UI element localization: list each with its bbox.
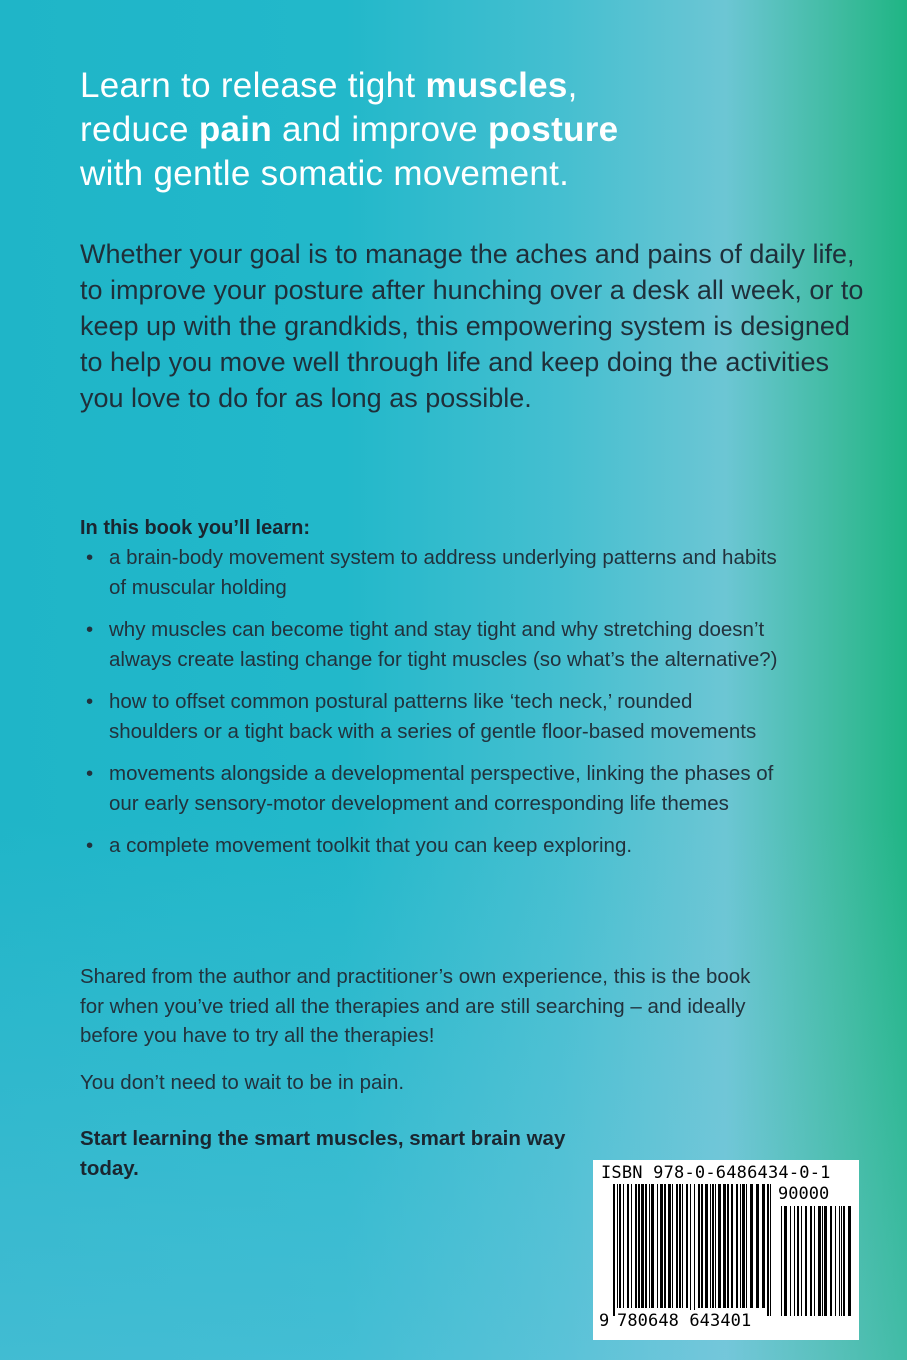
barcode-bar	[613, 1184, 615, 1316]
barcode-addon-bar	[790, 1206, 791, 1316]
list-item	[80, 759, 780, 818]
list-item	[80, 543, 780, 602]
learn-list	[80, 543, 780, 874]
list-item	[80, 687, 780, 746]
barcode-bar	[742, 1184, 745, 1308]
barcode-bar	[723, 1184, 726, 1308]
barcode-addon-bar	[830, 1206, 832, 1316]
barcode-addon-bar	[805, 1206, 807, 1316]
barcode-bar	[660, 1184, 663, 1308]
barcode-bar	[694, 1184, 695, 1316]
barcode-bar	[731, 1184, 733, 1308]
isbn-barcode	[593, 1160, 859, 1340]
barcode-bar	[645, 1184, 647, 1308]
barcode-bar	[698, 1184, 700, 1308]
barcode-addon-bar	[801, 1206, 802, 1316]
isbn-label: ISBN 978-0-6486434-0-1	[601, 1163, 831, 1183]
bullet-icon: •	[86, 834, 94, 857]
headline-text: reduce	[80, 110, 199, 149]
barcode-bar	[619, 1184, 621, 1308]
barcode-bar	[676, 1184, 678, 1308]
barcode-addon-bar	[822, 1206, 823, 1316]
bullet-icon: •	[86, 546, 94, 569]
bullet-icon: •	[86, 618, 94, 641]
ean-prefix: 9	[599, 1311, 610, 1331]
barcode-addon-bar	[797, 1206, 799, 1316]
headline-text: with gentle somatic movement.	[80, 154, 570, 193]
bullet-icon: •	[86, 690, 94, 713]
barcode-addon-bar	[818, 1206, 821, 1316]
barcode-bar	[701, 1184, 703, 1308]
barcode-bar	[740, 1184, 741, 1308]
barcode-bar	[767, 1184, 769, 1316]
no-wait-paragraph: You don’t need to wait to be in pain.	[80, 1071, 405, 1094]
barcode-addon: 90000	[778, 1184, 854, 1204]
barcode-bar	[710, 1184, 711, 1308]
barcode-bar	[638, 1184, 640, 1308]
barcode-bar	[727, 1184, 729, 1308]
barcode-bar	[679, 1184, 681, 1308]
learn-heading: In this book you’ll learn:	[80, 517, 311, 539]
barcode-bar	[736, 1184, 738, 1308]
list-item-text: why muscles can become tight and stay tight and why stretching doesn’t always create lasting change for tight muscles (so what’s the alternative?)	[109, 618, 778, 671]
barcode-bar	[690, 1184, 691, 1316]
barcode-addon-bar	[839, 1206, 840, 1316]
headline-text: Learn to release tight	[80, 66, 426, 105]
barcode-bar	[635, 1184, 637, 1308]
barcode-addon-bar	[848, 1206, 851, 1316]
list-item	[80, 615, 780, 674]
barcode-bars	[613, 1184, 853, 1318]
barcode-bar	[672, 1184, 673, 1308]
barcode-addon-bar	[784, 1206, 787, 1316]
list-item	[80, 831, 780, 861]
barcode-bar	[627, 1184, 629, 1308]
bullet-icon: •	[86, 762, 94, 785]
headline-emphasis: pain	[198, 110, 272, 149]
barcode-bar	[770, 1184, 771, 1316]
barcode-bar	[750, 1184, 753, 1308]
barcode-addon-bar	[835, 1206, 836, 1316]
list-item-text: movements alongside a developmental perspective, linking the phases of our early sensory-motor development and corresponding life themes	[109, 762, 774, 815]
barcode-bar	[718, 1184, 721, 1308]
headline-emphasis: posture	[487, 110, 619, 149]
barcode-addon-bar	[824, 1206, 827, 1316]
closing-statement: Start learning the smart muscles, smart brain way today.	[80, 1127, 566, 1180]
barcode-bar	[617, 1184, 618, 1308]
barcode-bar	[664, 1184, 666, 1308]
headline-text: ,	[567, 66, 578, 105]
barcode-addon-bar	[810, 1206, 812, 1316]
barcode-bar	[651, 1184, 654, 1308]
barcode-bar	[682, 1184, 683, 1308]
barcode-bar	[686, 1184, 688, 1308]
barcode-bar	[756, 1184, 759, 1308]
barcode-addon-bar	[794, 1206, 795, 1316]
barcode-bar	[657, 1184, 658, 1308]
barcode-bar	[712, 1184, 714, 1308]
intro-paragraph: Whether your goal is to manage the aches and pains of daily life, to improve your posture after hunching over a desk all week, or to keep up with the grandkids, this empowering system is designed to help you move well through life and keep doing the activities you love to do for as long as possible.	[80, 239, 864, 413]
barcode-bar	[649, 1184, 650, 1308]
list-item-text: a brain-body movement system to address underlying patterns and habits of muscular holding	[109, 546, 777, 599]
list-item-text: how to offset common postural patterns like ‘tech neck,’ rounded shoulders or a tight back with a series of gentle floor-based movements	[109, 690, 757, 743]
barcode-bar	[762, 1184, 765, 1308]
shared-paragraph: Shared from the author and practitioner’s own experience, this is the book for when you’ve tried all the therapies and are still searching – and ideally before you have to try all the therapies!	[80, 965, 751, 1047]
ean-digits: 780648 643401	[617, 1310, 765, 1332]
barcode-bar	[631, 1184, 632, 1308]
barcode-addon-bar	[781, 1206, 782, 1316]
barcode-bar	[715, 1184, 716, 1308]
headline-text: and improve	[272, 110, 488, 149]
barcode-addon-bar	[814, 1206, 815, 1316]
barcode-bar	[705, 1184, 708, 1308]
headline-emphasis: muscles	[425, 66, 568, 105]
barcode-bar	[668, 1184, 671, 1308]
headline	[80, 64, 870, 196]
barcode-bar	[746, 1184, 747, 1308]
barcode-bar	[641, 1184, 644, 1308]
barcode-addon-bar	[841, 1206, 842, 1316]
list-item-text: a complete movement toolkit that you can keep exploring.	[109, 834, 633, 857]
barcode-addon-bar	[843, 1206, 845, 1316]
barcode-bar	[623, 1184, 624, 1308]
